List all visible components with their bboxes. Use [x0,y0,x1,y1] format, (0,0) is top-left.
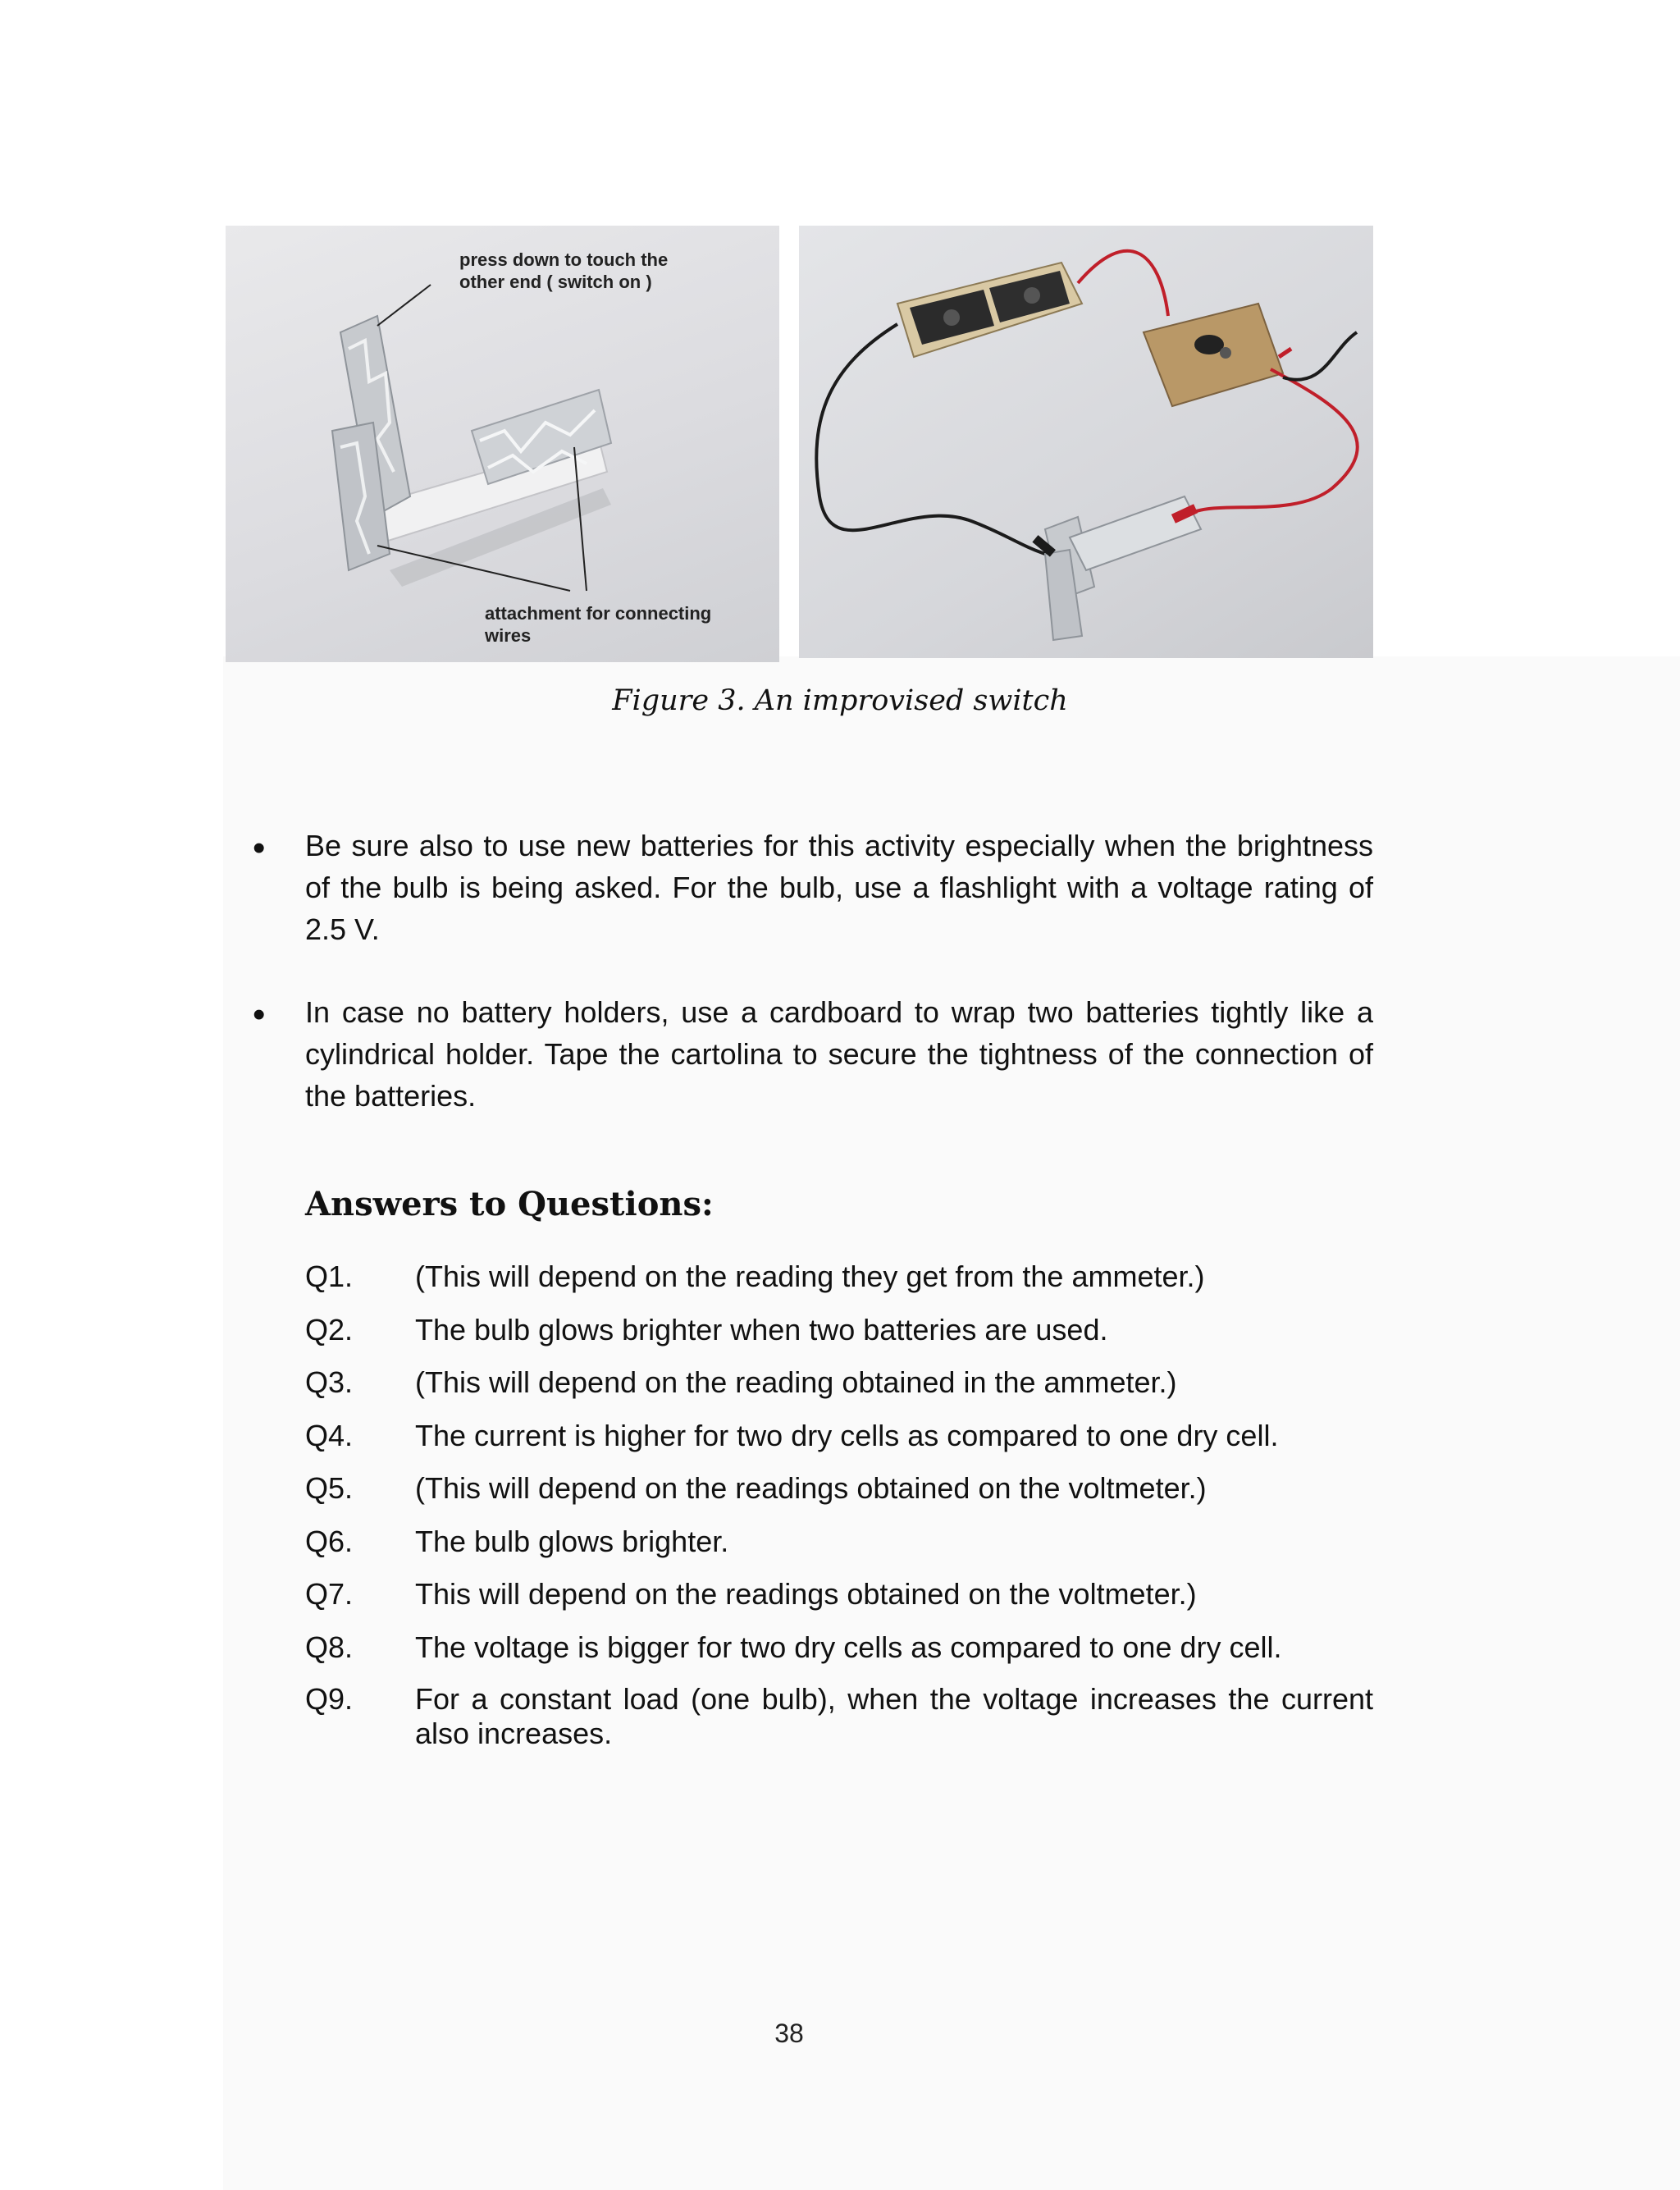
bullet-paragraph: Be sure also to use new batteries for this activity especially when the brightness of the bulb is being asked. For the bulb, use a flashlight with a voltage rating of 2.5 V. [305,829,1373,946]
answer-item [305,1524,1373,1560]
circuit-setup-photo [799,226,1373,658]
answer-item [305,1682,1373,1751]
answer-item [305,1630,1373,1666]
answer-item [305,1418,1373,1454]
bullet-paragraph: In case no battery holders, use a cardboard to wrap two batteries tightly like a cylindrical holder. Tape the cartolina to secure the tightness of the connection of the batteries. [305,995,1373,1113]
answer-text: The bulb glows brighter. [415,1524,729,1558]
question-number: Q3. [305,1365,354,1399]
figure-caption: Figure 3. An improvised switch [612,684,1068,717]
answer-item [305,1259,1373,1295]
question-number: Q7. [305,1577,354,1611]
answer-item [305,1470,1373,1506]
answer-text: (This will depend on the reading they get from the ammeter.) [415,1260,1205,1293]
bullet-marker: • [253,994,266,1035]
answers-heading: Answers to Questions: [305,1185,714,1223]
switch-on-annotation: press down to touch the other end ( switch on ) [459,249,669,292]
question-number: Q9. [305,1682,354,1716]
answer-text: The bulb glows brighter when two batteries are used. [415,1312,1108,1346]
wires-annotation: attachment for connecting wires [485,603,712,646]
answer-text: (This will depend on the readings obtained on the voltmeter.) [415,1471,1207,1505]
switch-closeup-photo [226,226,779,662]
page-number: 38 [774,2019,804,2048]
answer-item [305,1576,1373,1612]
answers-list [305,1259,1373,1768]
answer-text: This will depend on the readings obtained on the voltmeter.) [415,1577,1197,1611]
answer-item [305,1365,1373,1401]
answer-item [305,1312,1373,1348]
bullet-marker: • [253,828,266,868]
answer-text: The current is higher for two dry cells as compared to one dry cell. [415,1418,1279,1452]
question-number: Q4. [305,1418,354,1452]
answer-text: The voltage is bigger for two dry cells as compared to one dry cell. [415,1630,1282,1664]
question-number: Q1. [305,1260,354,1293]
answer-text: For a constant load (one bulb), when the voltage increases the current also increases. [415,1682,1373,1750]
answer-text: (This will depend on the reading obtained in the ammeter.) [415,1365,1177,1399]
question-number: Q6. [305,1524,354,1558]
question-number: Q8. [305,1630,354,1664]
circuit-setup-illustration [799,226,1373,658]
question-number: Q2. [305,1312,354,1346]
question-number: Q5. [305,1471,354,1505]
